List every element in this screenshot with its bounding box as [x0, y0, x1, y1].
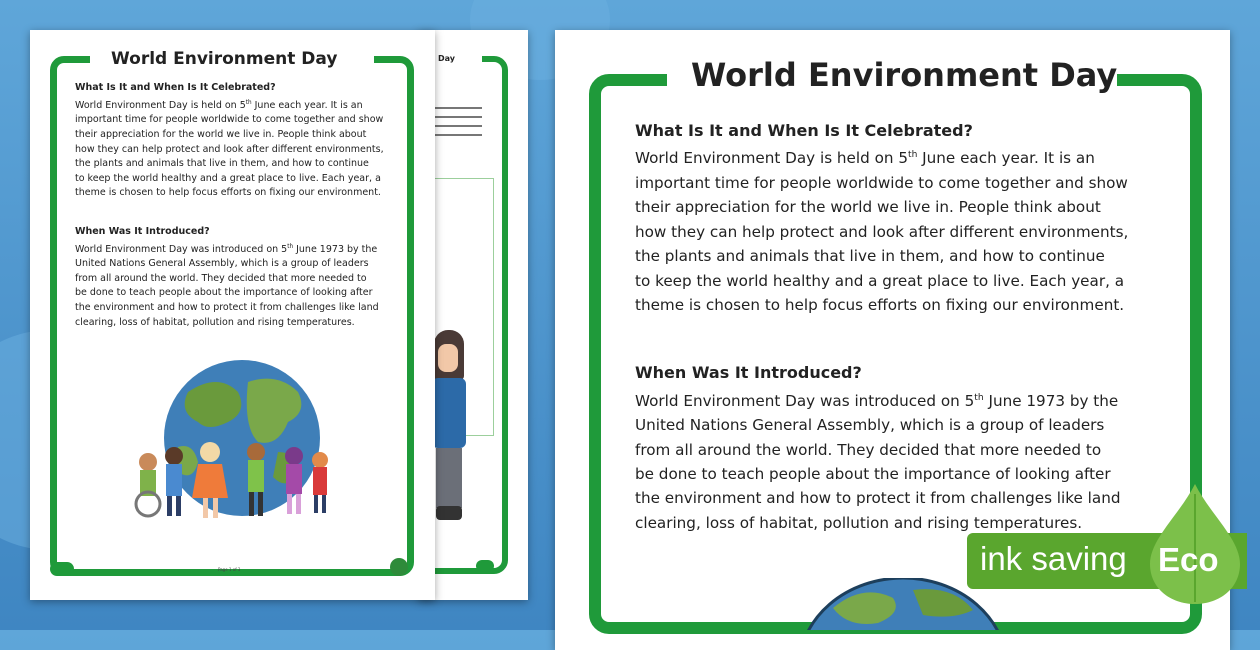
left-page	[30, 30, 435, 600]
left-section2-heading: When Was It Introduced?	[75, 225, 210, 237]
globe-children-illustration	[118, 352, 358, 522]
main-page-body	[635, 119, 1195, 535]
left-section2-paragraph: World Environment Day was introduced on 5th June 1973 by the United Nations General Assembly, which is a group of leaders from all around the world. They decided that more needed to be done to teach people about the importance of looking after the environment and how to protect it from challenges like land clearing, loss of habitat, pollution and rising temperatures.	[75, 243, 379, 328]
main-page-title: World Environment Day	[691, 56, 1118, 94]
eco-label: Eco	[1158, 541, 1219, 578]
twinkl-logo-icon	[50, 562, 74, 576]
left-section1-paragraph: World Environment Day is held on 5th June each year. It is an important time for people worldwide to come together and show their appreciation for the world we live in. People think about how they can help protect and look after different environments, the plants and animals that live in them, and how to continue to keep the world healthy and a great place to live. Each year, a theme is chosen to help focus efforts on fixing our environment.	[75, 99, 384, 199]
ink-saving-label: ink saving	[980, 540, 1127, 577]
left-page-body	[75, 81, 405, 330]
section1-heading: What Is It and When Is It Celebrated?	[635, 121, 973, 140]
twinkl-logo-icon	[476, 560, 494, 572]
footer-brand-icon	[390, 558, 408, 576]
left-section1-heading: What Is It and When Is It Celebrated?	[75, 82, 276, 93]
section2-paragraph: World Environment Day was introduced on 5th June 1973 by the United Nations General Assembly, which is a group of leaders from all around the world. They decided that more needed to be done to teach people about the importance of looking after the environment and how to protect it from challenges like land clearing, loss of habitat, pollution and rising temperatures.	[635, 391, 1121, 532]
left-page-title: World Environment Day	[111, 49, 338, 69]
back-page-title: Day	[438, 54, 456, 63]
back-page-text-lines	[434, 100, 482, 143]
page-number: Page 1 of 3	[218, 567, 241, 572]
section2-heading: When Was It Introduced?	[635, 363, 862, 383]
section1-paragraph: World Environment Day is held on 5th June each year. It is an important time for people worldwide to come together and show their appreciation for the world we live in. People think about how they can help protect and look after different environments, the plants and animals that live in them, and how to continue to keep the world healthy and a great place to live. Each year, a theme is chosen to help focus efforts on fixing our environment.	[635, 149, 1129, 314]
